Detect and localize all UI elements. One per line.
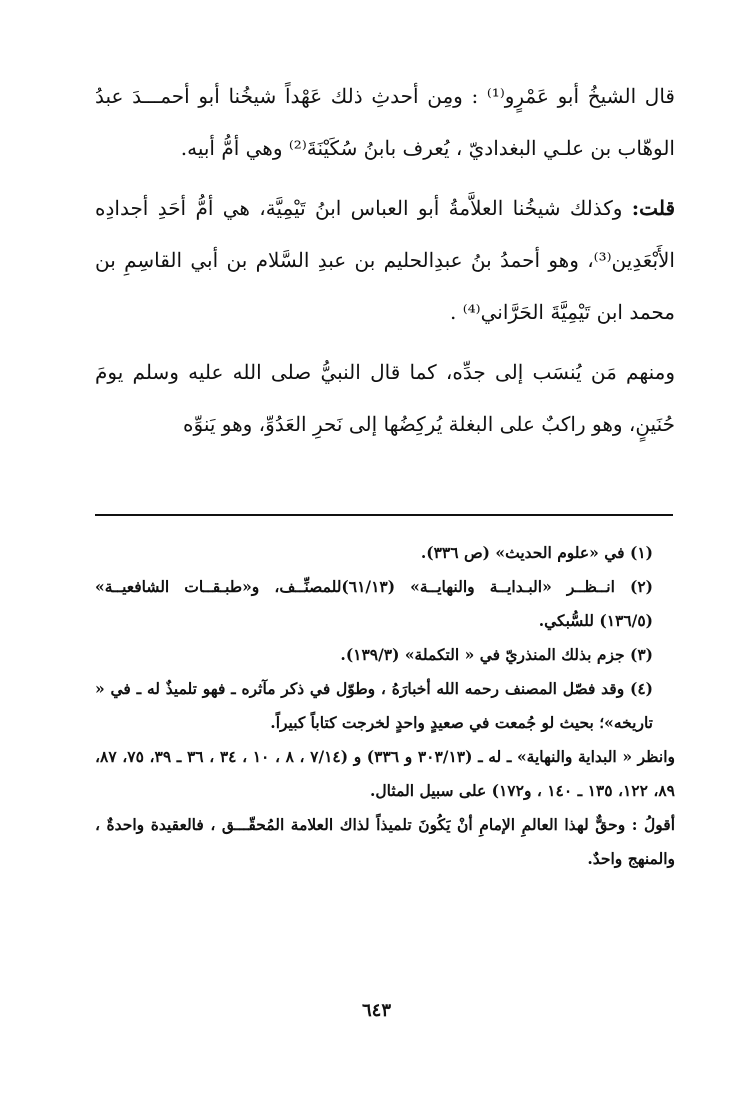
footnote-2: (٢) انــظــر «البـدايــة والنهايــة» (٦١/١٣)للمصنِّــف، و«طبـقــات الشافعيــة» (١٣٦/٥) للسُّبكي. [95, 577, 653, 630]
footnote-1: (١) في «علوم الحديث» (ص ٣٣٦). [420, 543, 653, 562]
paragraph-1: قال الشيخُ أبو عَمْرٍو⁽¹⁾ : ومِن أحدثِ ذلك عَهْداً شيخُنا أبو أحمـــدَ عبدُ الوهّاب بن علـي البغداديّ ، يُعرف بابنُ سُكَيْنَةَ⁽²⁾ وهي أمُّ أبيه. [95, 84, 675, 160]
footnote-4-see-also: وانظر « البداية والنهاية» ـ له ـ (٣٠٣/١٣ و ٣٣٦) و (٧/١٤ ، ٨ ، ١٠ ، ٣٤ ، ٣٦ ـ ٣٩، ٧٥، ٨٧، ٨٩، ١٢٢، ١٣٥ ـ ١٤٠ ، و١٧٢) على سبيل المثال. [95, 747, 676, 800]
paragraph-3: ومنهم مَن يُنسَب إلى جدِّه، كما قال النبيُّ صلى الله عليه وسلم يومَ حُنَينٍ، وهو راكبٌ على البغلة يُركِضُها إلى نَحرِ العَدُوِّ، وهو يَنوِّه [95, 360, 675, 436]
main-text [95, 70, 675, 450]
footnotes [95, 536, 675, 876]
paragraph-2 [95, 182, 675, 338]
qult-text: وكذلك شيخُنا العلاَّمةُ أبو العباس ابنُ تَيْمِيَّة، هي أمُّ أحَدِ أجدادِه الأَبْعَدِين⁽³⁾، وهو أحمدُ بنُ عبدِالحليم بن عبدِ السَّلام بن أبي القاسِمِ بن محمد ابن تَيْمِيَّةَ الحَرَّاني⁽⁴⁾ . [95, 196, 675, 324]
footnote-4-comment: أقولُ : وحقٌّ لهذا العالمِ الإمامِ أنْ يَكُونَ تلميذاً لذاك العلامة المُحقّـــق ، فالعقيدة واحدةٌ ، والمنهج واحدٌ. [95, 815, 675, 868]
footnote-3: (٣) جزم بذلك المنذريّ في « التكملة» (١٣٩/٣). [340, 645, 653, 664]
page-number: ٦٤٣ [361, 1000, 391, 1021]
footnote-4: (٤) وقد فصّل المصنف رحمه الله أخبارَهُ ، وطوّل في ذكر مآثره ـ فهو تلميذٌ له ـ في « تاريخه»؛ بحيث لو جُمعت في صعيدٍ واحدٍ لخرجت كتاباً كبيراً. [95, 679, 653, 732]
qult-label: قلت: [631, 196, 675, 220]
footnote-divider [95, 514, 673, 516]
